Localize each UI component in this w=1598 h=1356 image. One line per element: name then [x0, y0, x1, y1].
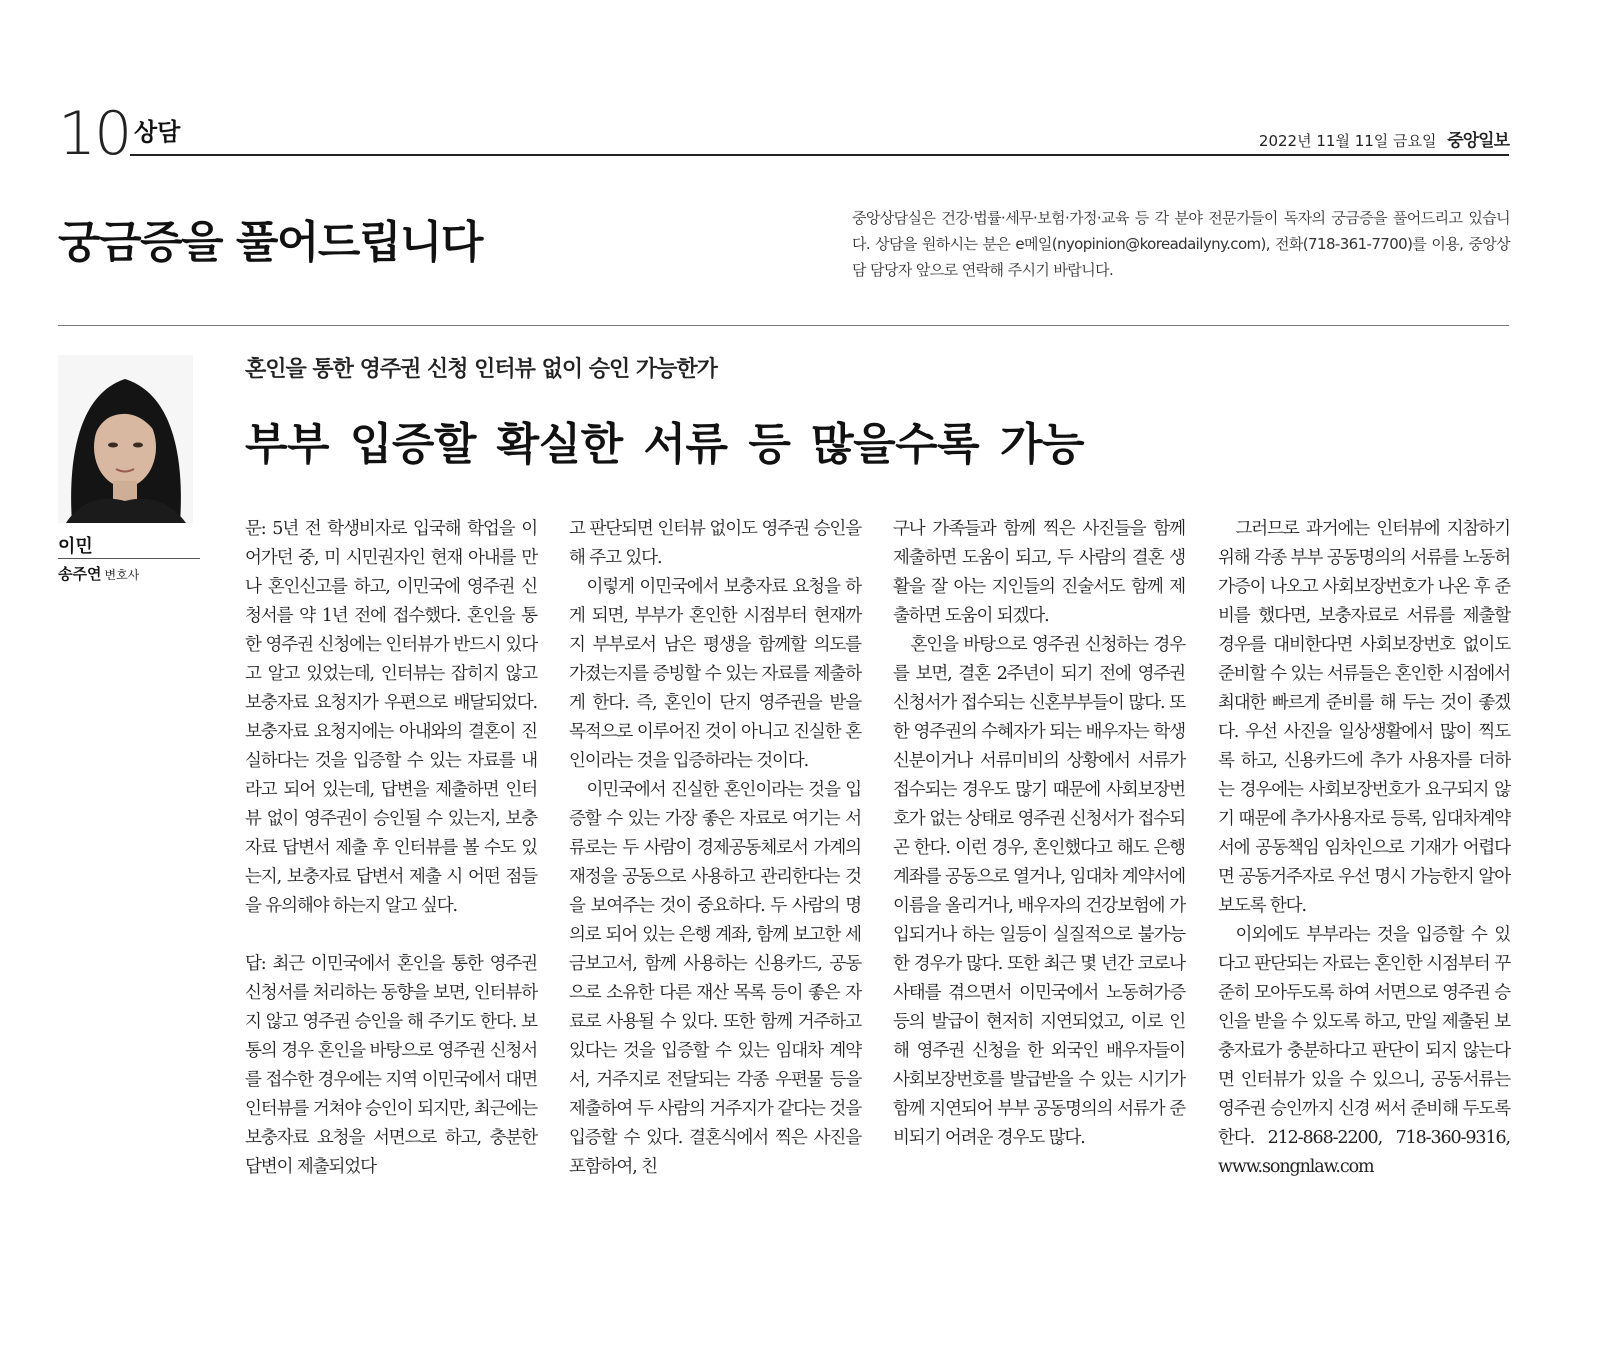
intro-text: 중앙상담실은 건강·법률·세무·보험·가정·교육 등 각 분야 전문가들이 독자의 궁금증을 풀어드리고 있습니다. 상담을 원하시는 분은 e메일(nyopinion@koreadailyny.com), 전화(718-361-7700)를 이용, 중앙상담 담당자 앞으로 연락해 주시기 바랍니다.	[852, 209, 1510, 279]
article-column-1	[245, 515, 537, 1182]
issue-date: 2022년 11월 11일 금요일	[1258, 132, 1437, 150]
answer-paragraph: 답: 최근 이민국에서 혼인을 통한 영주권 신청서를 처리하는 동향을 보면, 인터뷰하지 않고 영주권 승인을 해 주기도 한다. 보통의 경우 혼인을 바탕으로 영주권 신청서를 접수한 경우에는 지역 이민국에서 대면 인터뷰를 거쳐야 승인이 되지만, 최근에는 보충자료 요청을 서면으로 하고, 충분한 답변이 제출되었다	[245, 954, 537, 1177]
page-number: 10	[58, 99, 131, 169]
body-paragraph: 이렇게 이민국에서 보충자료 요청을 하게 되면, 부부가 혼인한 시점부터 현재까지 부부로서 남은 평생을 함께할 의도를 가졌는지를 증빙할 수 있는 자료를 제출하게 한다. 즉, 혼인이 단지 영주권을 받을 목적으로 이루어진 것이 아니고 진실한 혼인이라는 것을 입증하라는 것이다.	[569, 577, 861, 771]
body-paragraph: 고 판단되면 인터뷰 없이도 영주권 승인을 해 주고 있다.	[569, 519, 861, 568]
article-headline: 부부 입증할 확실한 서류 등 많을수록 가능	[245, 419, 1084, 470]
body-paragraph: 구나 가족들과 함께 찍은 사진들을 함께 제출하면 도움이 되고, 두 사람의 결혼 생활을 잘 아는 지인들의 진술서도 함께 제출하면 도움이 되겠다.	[893, 519, 1185, 626]
article-column-2	[569, 515, 861, 1182]
article-column-4	[1218, 515, 1510, 1182]
asker-name: 이민	[58, 536, 93, 557]
body-paragraph: 혼인을 바탕으로 영주권 신청하는 경우를 보면, 결혼 2주년이 되기 전에 영주권 신청서가 접수되는 신혼부부들이 많다. 또한 영주권의 수혜자가 되는 배우자는 학생 신분이거나 서류미비의 상황에서 서류가 접수되는 경우도 많기 때문에 사회보장번호가 없는 상태로 영주권 신청서가 접수되곤 한다. 이런 경우, 혼인했다고 해도 은행 계좌를 공동으로 열거나, 임대차 계약서에 이름을 올리거나, 배우자의 건강보험에 가입되거나 하는 일등이 실질적으로 불가능한 경우가 많다. 또한 최근 몇 년간 코로나 사태를 겪으면서 이민국에서 노동허가증 등의 발급이 현저히 지연되었고, 이로 인해 영주권 신청을 한 외국인 배우자들이 사회보장번호를 발급받을 수 있는 시기가 함께 지연되어 부부 공동명의의 서류가 준비되기 어려운 경우도 많다.	[893, 635, 1185, 1148]
masthead-rule	[130, 154, 1509, 156]
author-role: 변호사	[104, 568, 140, 582]
author-photo	[58, 355, 193, 523]
article-subhead: 혼인을 통한 영주권 신청 인터뷰 없이 승인 가능한가	[245, 357, 717, 382]
question-paragraph: 문: 5년 전 학생비자로 입국해 학업을 이어가던 중, 미 시민권자인 현재 아내를 만나 혼인신고를 하고, 이민국에 영주권 신청서를 약 1년 전에 접수했다. 혼인을 통한 영주권 신청에는 인터뷰가 반드시 있다고 알고 있었는데, 인터뷰는 잡히지 않고 보충자료 요청지가 우편으로 배달되었다. 보충자료 요청지에는 아내와의 결혼이 진실하다는 것을 입증할 수 있는 자료를 내라고 되어 있는데, 답변을 제출하면 인터뷰 없이 영주권이 승인될 수 있는지, 보충자료 답변서 제출 후 인터뷰를 볼 수도 있는지, 보충자료 답변서 제출 시 어떤 점들을 유의해야 하는지 알고 싶다.	[245, 519, 537, 916]
section-name: 상담	[134, 118, 181, 146]
body-paragraph: 이외에도 부부라는 것을 입증할 수 있다고 판단되는 자료는 혼인한 시점부터 꾸준히 모아두도록 하여 서면으로 영주권 승인을 받을 수 있도록 하고, 만일 제출된 보충자료가 충분하다고 판단이 되지 않는다면 인터뷰가 있을 수 있으니, 공동서류는 영주권 승인까지 신경 써서 준비해 두도록 한다. 212-868-2200, 718-360-9316, www.songnlaw.com	[1218, 925, 1510, 1177]
author-byline	[58, 563, 139, 584]
page-heading: 궁금증을 풀어드립니다	[58, 217, 482, 268]
section-divider	[58, 325, 1509, 326]
paper-name: 중앙일보	[1447, 131, 1509, 151]
author-name: 송주연	[58, 565, 102, 583]
byline-rule	[58, 558, 200, 559]
body-paragraph: 그러므로 과거에는 인터뷰에 지참하기 위해 각종 부부 공동명의의 서류를 노동허가증이 나오고 사회보장번호가 나온 후 준비를 했다면, 보충자료로 서류를 제출할 경우를 대비한다면 사회보장번호 없이도 준비할 수 있는 서류들은 혼인한 시점에서 최대한 빠르게 준비를 해 두는 것이 좋겠다. 우선 사진을 일상생활에서 많이 찍도록 하고, 신용카드에 추가 사용자를 더하는 경우에는 사회보장번호가 요구되지 않기 때문에 추가사용자로 등록, 임대차계약서에 공동책임 임차인으로 기재가 어렵다면 공동거주자로 우선 명시 가능한지 알아보도록 한다.	[1218, 519, 1510, 916]
article-column-3	[893, 515, 1185, 1153]
body-paragraph: 이민국에서 진실한 혼인이라는 것을 입증할 수 있는 가장 좋은 자료로 여기는 서류로는 두 사람이 경제공동체로서 가계의 재정을 공동으로 사용하고 관리한다는 것을 보여주는 것이 중요하다. 두 사람의 명의로 되어 있는 은행 계좌, 함께 보고한 세금보고서, 함께 사용하는 신용카드, 공동으로 소유한 다른 재산 목록 등이 좋은 자료로 사용될 수 있다. 또한 함께 거주하고 있다는 것을 입증할 수 있는 임대차 계약서, 거주지로 전달되는 각종 우편물 등을 제출하여 두 사람의 거주지가 같다는 것을 입증할 수 있다. 결혼식에서 찍은 사진을 포함하여, 친	[569, 780, 861, 1177]
dateline	[1259, 126, 1509, 151]
